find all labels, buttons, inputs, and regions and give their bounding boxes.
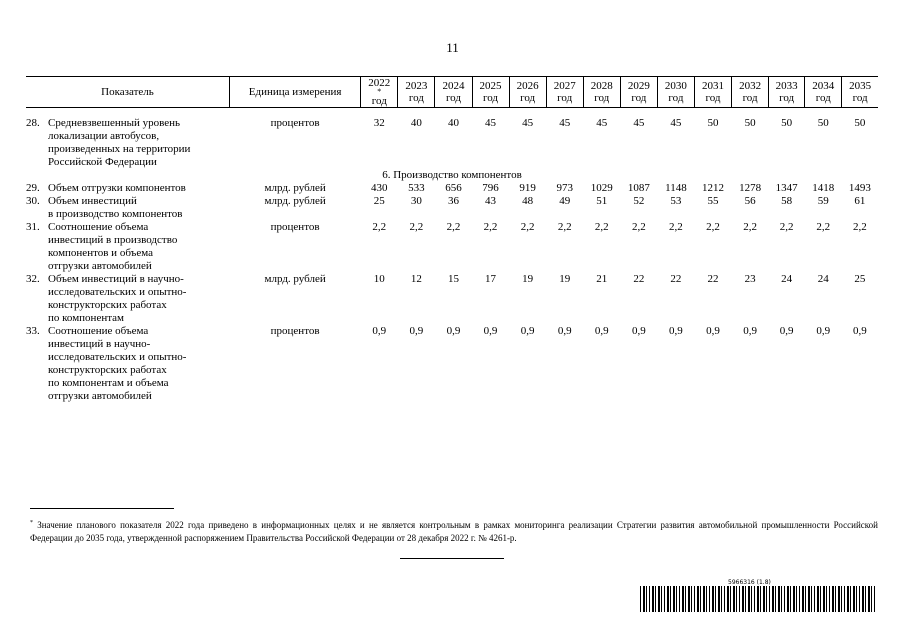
value-cell: 25	[854, 273, 866, 285]
end-divider	[400, 558, 504, 559]
footnote-divider	[30, 508, 174, 509]
header-year-value: 2030	[664, 80, 687, 92]
header-year-label: год	[483, 92, 499, 104]
indicator-text-line: локализации автобусов,	[48, 130, 160, 142]
header-year-value: 2027	[553, 80, 576, 92]
header-year	[657, 77, 694, 108]
value-cell: 0,9	[706, 325, 720, 337]
value-cell: 50	[817, 117, 829, 129]
value-cell: 36	[447, 195, 459, 207]
indicator-cell	[26, 221, 229, 273]
value-cell: 0,9	[372, 325, 387, 337]
value-cell: 0,9	[483, 325, 498, 337]
indicator-text-line: Объем инвестиций в научно-	[48, 273, 184, 285]
value-cell: 45	[522, 117, 534, 129]
value-cell: 1029	[590, 182, 613, 194]
value-cell: 2,2	[483, 221, 498, 233]
value-cell: 25	[373, 195, 385, 207]
header-year-value: 2025	[479, 80, 502, 92]
value-cell: 2,2	[816, 221, 831, 233]
header-year	[398, 77, 435, 108]
value-cell: 1278	[739, 182, 762, 194]
header-year-value: 2033	[775, 80, 798, 92]
header-year	[472, 77, 509, 108]
unit-cell: млрд. рублей	[264, 182, 326, 194]
value-cell: 2,2	[372, 221, 387, 233]
value-cell: 48	[522, 195, 534, 207]
value-cell: 0,9	[557, 325, 572, 337]
indicator-text-line: инвестиций в производство	[48, 234, 178, 246]
indicator-cell	[26, 273, 229, 325]
section-title: 6. Производство компонентов	[382, 169, 522, 181]
value-cell: 10	[373, 273, 385, 285]
indicator-text-line: исследовательских и опытно-	[48, 286, 187, 298]
indicator-text-line: в производство компонентов	[48, 208, 183, 220]
value-cell: 1347	[775, 182, 798, 194]
footnote-mark: *	[30, 520, 33, 526]
header-year-label: год	[668, 92, 684, 104]
value-cell: 45	[485, 117, 497, 129]
header-row	[26, 77, 878, 108]
row-number: 28.	[26, 117, 40, 129]
value-cell: 2,2	[853, 221, 867, 233]
value-cell: 0,9	[743, 325, 757, 337]
value-cell: 1418	[812, 182, 835, 194]
value-cell: 2,2	[779, 221, 794, 233]
header-year-footnote-mark: *	[377, 87, 382, 96]
indicator-cell	[26, 195, 229, 221]
indicator-text-line: Соотношение объема	[48, 221, 149, 233]
value-cell: 52	[633, 195, 645, 207]
header-year-label: год	[742, 92, 758, 104]
value-cell: 23	[744, 273, 756, 285]
header-year-value: 2032	[739, 80, 762, 92]
row-number: 32.	[26, 273, 40, 285]
value-cell: 45	[596, 117, 608, 129]
value-cell: 919	[519, 182, 536, 194]
header-year-label: год	[445, 92, 461, 104]
header-year	[361, 77, 398, 108]
indicator-text-line: по компонентам	[48, 312, 125, 324]
value-cell: 22	[707, 273, 719, 285]
value-cell: 45	[633, 117, 645, 129]
value-cell: 0,9	[520, 325, 535, 337]
value-cell: 40	[447, 117, 459, 129]
value-cell: 533	[408, 182, 425, 194]
value-cell: 24	[781, 273, 793, 285]
value-cell: 430	[371, 182, 388, 194]
value-cell: 50	[781, 117, 793, 129]
value-cell: 0,9	[409, 325, 424, 337]
header-year-label: год	[852, 92, 868, 104]
value-cell: 2,2	[446, 221, 461, 233]
table-row-33	[26, 325, 878, 403]
header-year-label: год	[557, 92, 573, 104]
table-row-29	[26, 182, 878, 195]
indicator-text-line: Средневзвешенный уровень	[48, 117, 181, 129]
table-row-28	[26, 108, 878, 170]
value-cell: 0,9	[631, 325, 646, 337]
value-cell: 1087	[627, 182, 650, 194]
footnote	[30, 517, 878, 545]
value-cell: 0,9	[816, 325, 831, 337]
header-year-value: 2023	[405, 80, 428, 92]
header-year-value: 2028	[590, 80, 613, 92]
indicator-text-line: по компонентам и объема	[48, 377, 169, 389]
header-year-label: год	[705, 92, 721, 104]
header-unit: Единица измерения	[229, 77, 360, 108]
header-year-value: 2029	[627, 80, 650, 92]
header-year-label: год	[408, 92, 424, 104]
header-year-label: год	[631, 92, 647, 104]
footnote-text: Значение планового показателя 2022 года приведено в информационных целях и не является контрольным в рамках мониторинга реализации Стратегии развития автомобильной промышленности Российской Федерации до 2035 года, утвержденной распоряжением Правительства Российской Федерации от 28 декабря 2022 г. № 4261-р.	[30, 520, 878, 543]
header-year	[620, 77, 657, 108]
indicator-text-line: инвестиций в научно-	[48, 338, 151, 350]
value-cell: 17	[485, 273, 497, 285]
value-cell: 12	[410, 273, 422, 285]
value-cell: 51	[596, 195, 608, 207]
value-cell: 2,2	[409, 221, 424, 233]
row-number: 30.	[26, 195, 40, 207]
value-cell: 1212	[702, 182, 724, 194]
unit-cell: млрд. рублей	[264, 273, 326, 285]
value-cell: 656	[445, 182, 462, 194]
value-cell: 19	[559, 273, 571, 285]
value-cell: 15	[447, 273, 459, 285]
header-year	[546, 77, 583, 108]
header-year-value: 2035	[849, 80, 872, 92]
indicator-text-line: произведенных на территории	[48, 143, 191, 155]
value-cell: 2,2	[557, 221, 572, 233]
indicator-text-line: Объем инвестиций	[48, 195, 137, 207]
unit-cell: процентов	[270, 221, 320, 233]
row-number: 29.	[26, 182, 40, 194]
header-year	[694, 77, 731, 108]
value-cell: 50	[854, 117, 866, 129]
value-cell: 1148	[665, 182, 687, 194]
header-year-label: год	[815, 92, 831, 104]
header-year	[583, 77, 620, 108]
value-cell: 55	[707, 195, 719, 207]
indicator-text-line: Объем отгрузки компонентов	[48, 182, 186, 194]
value-cell: 21	[596, 273, 608, 285]
value-cell: 2,2	[520, 221, 535, 233]
value-cell: 0,9	[669, 325, 683, 337]
barcode-image	[640, 586, 876, 612]
value-cell: 58	[781, 195, 793, 207]
header-year	[732, 77, 769, 108]
header-year-value: 2024	[442, 80, 465, 92]
value-cell: 2,2	[706, 221, 720, 233]
header-indicator: Показатель	[26, 77, 229, 108]
indicator-text-line: компонентов и объема	[48, 247, 153, 259]
value-cell: 45	[670, 117, 682, 129]
header-year	[805, 77, 842, 108]
value-cell: 50	[744, 117, 756, 129]
row-number: 31.	[26, 221, 40, 233]
header-year	[509, 77, 546, 108]
value-cell: 0,9	[446, 325, 461, 337]
value-cell: 32	[373, 117, 385, 129]
unit-cell: процентов	[270, 117, 320, 129]
value-cell: 0,9	[853, 325, 867, 337]
value-cell: 2,2	[631, 221, 646, 233]
value-cell: 2,2	[594, 221, 609, 233]
value-cell: 0,9	[779, 325, 794, 337]
value-cell: 56	[744, 195, 756, 207]
value-cell: 0,9	[594, 325, 609, 337]
barcode-text: 5966316 (1.8)	[728, 579, 771, 586]
value-cell: 30	[410, 195, 422, 207]
value-cell: 43	[485, 195, 497, 207]
value-cell: 2,2	[743, 221, 757, 233]
header-year-label: год	[520, 92, 536, 104]
value-cell: 45	[559, 117, 571, 129]
table-row-32	[26, 273, 878, 325]
value-cell: 24	[817, 273, 829, 285]
indicator-text-line: Российской Федерации	[48, 156, 157, 168]
value-cell: 49	[559, 195, 571, 207]
indicator-text-line: Соотношение объема	[48, 325, 149, 337]
value-cell: 50	[707, 117, 719, 129]
header-year-label: год	[779, 92, 795, 104]
value-cell: 61	[854, 195, 866, 207]
value-cell: 2,2	[669, 221, 683, 233]
page-number: 11	[446, 40, 459, 55]
unit-cell: процентов	[270, 325, 320, 337]
value-cell: 59	[817, 195, 829, 207]
header-year	[842, 77, 878, 108]
indicator-text-line: исследовательских и опытно-	[48, 351, 187, 363]
indicator-cell	[26, 182, 229, 195]
table-row-31	[26, 221, 878, 273]
indicator-cell	[26, 108, 229, 170]
header-year-value: 2022	[368, 77, 391, 89]
value-cell: 40	[410, 117, 422, 129]
table-row-30	[26, 195, 878, 221]
indicator-text-line: отгрузки автомобилей	[48, 260, 152, 272]
value-cell: 22	[633, 273, 645, 285]
value-cell: 53	[670, 195, 682, 207]
row-number: 33.	[26, 325, 40, 337]
indicator-cell	[26, 325, 229, 403]
value-cell: 19	[522, 273, 534, 285]
header-year-value: 2034	[812, 80, 835, 92]
unit-cell: млрд. рублей	[264, 195, 326, 207]
header-year-label: год	[371, 95, 387, 107]
header-year-label: год	[594, 92, 610, 104]
header-year-value: 2031	[702, 80, 724, 92]
value-cell: 22	[670, 273, 682, 285]
value-cell: 973	[556, 182, 573, 194]
indicator-text-line: отгрузки автомобилей	[48, 390, 152, 402]
value-cell: 796	[482, 182, 499, 194]
header-year	[769, 77, 805, 108]
header-year	[435, 77, 472, 108]
indicators-table	[26, 76, 878, 403]
indicator-text-line: конструкторских работах	[48, 299, 167, 311]
section-row	[26, 169, 878, 182]
header-year-value: 2026	[516, 80, 539, 92]
indicator-text-line: конструкторских работах	[48, 364, 167, 376]
value-cell: 1493	[848, 182, 871, 194]
